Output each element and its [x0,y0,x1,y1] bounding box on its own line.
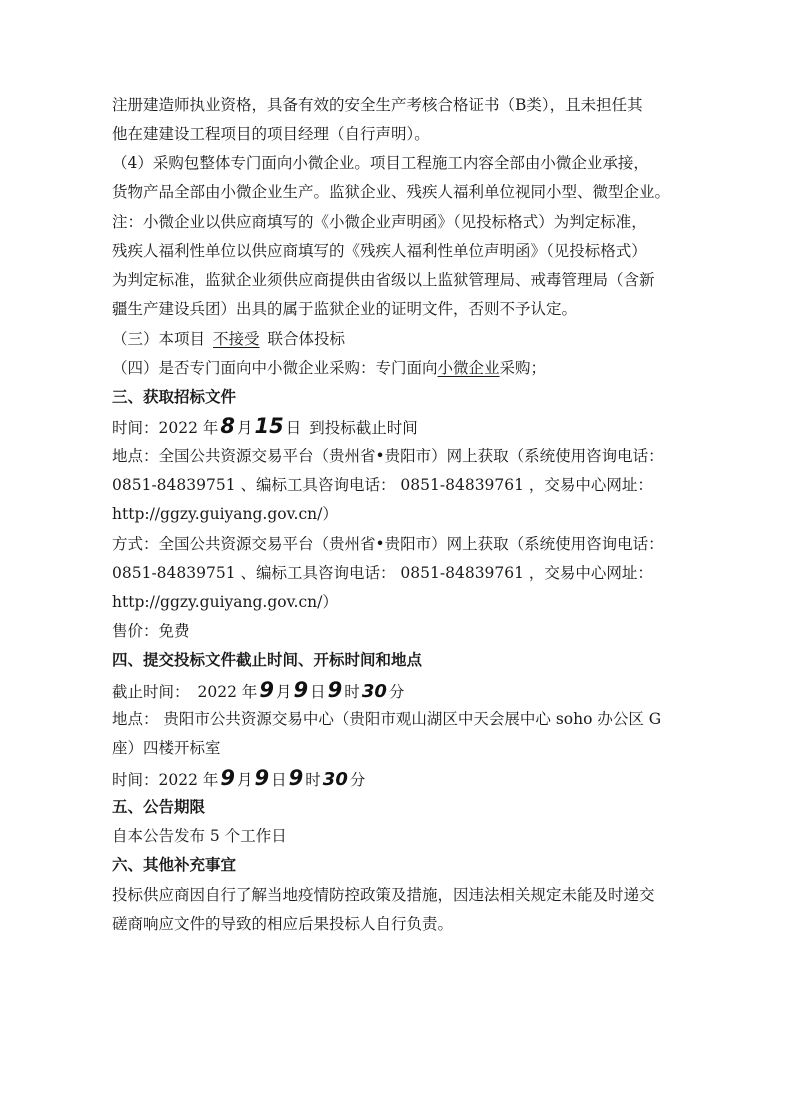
section-3-heading: 三、获取招标文件 [112,387,237,406]
day-unit: 日 [310,683,326,701]
method-line: 方式：全国公共资源交易平台（贵州省•贵阳市）网上获取（系统使用咨询电话： [112,535,664,553]
consortium-value: 不接受 [213,330,260,348]
time-suffix: 到投标截止时间 [309,419,418,437]
open-time-label: 时间：2022 年 [112,771,219,789]
time-label: 时间：2022 年 [112,419,219,437]
price-line: 售价：免费 [112,622,190,640]
venue-line: 地点： 贵阳市公共资源交易中心（贵阳市观山湖区中天会展中心 soho 办公区 G [112,710,662,728]
place-line: 地点：全国公共资源交易平台（贵州省•贵阳市）网上获取（系统使用咨询电话： [112,447,664,465]
consortium-line [112,327,692,351]
paragraph-line: 注：小微企业以供应商填写的《小微企业声明函》（见投标格式）为判定标准， [112,213,647,231]
minute-unit: 分 [388,683,405,701]
consortium-prefix: （三）本项目 [112,330,206,348]
month-unit: 月 [237,771,253,789]
hour-unit: 时 [305,771,321,789]
notice-period-text: 自本公告发布 5 个工作日 [112,827,287,845]
section-5-heading: 五、公告期限 [112,797,206,816]
paragraph-line: 货物产品全部由小微企业生产。监狱企业、残疾人福利单位视同小型、微型企业。 [112,183,671,201]
open-time-line [112,766,692,792]
sme-line [112,356,692,380]
month-unit: 月 [237,419,253,437]
paragraph-line: 疆生产建设兵团）出具的属于监狱企业的证明文件，否则不予认定。 [112,300,578,318]
section-6-heading: 六、其他补充事宜 [112,855,237,874]
deadline-year: 2022 年 [197,683,258,701]
handwritten-month: 9 [220,766,235,790]
day-unit: 日 [271,771,287,789]
handwritten-minute: 30 [322,769,348,790]
sme-value: 小微企业 [437,359,500,377]
hour-unit: 时 [344,683,360,701]
handwritten-hour: 9 [327,678,343,702]
place-contact-line: 0851-84839751 、编标工具咨询电话： 0851-84839761 ，交易中心网址： [112,476,653,494]
paragraph-line: 为判定标准，监狱企业须供应商提供由省级以上监狱管理局、戒毒管理局（含新 [112,271,655,289]
paragraph-line: 残疾人福利性单位以供应商填写的《残疾人福利性单位声明函》（见投标格式） [112,242,647,260]
handwritten-hour: 9 [288,766,304,790]
handwritten-month: 8 [220,414,235,438]
handwritten-day: 9 [254,766,270,790]
method-contact-line: 0851-84839751 、编标工具咨询电话： 0851-84839761 ，交易中心网址： [112,564,653,582]
minute-unit: 分 [349,771,366,789]
handwritten-day: 15 [254,414,284,438]
handwritten-month: 9 [259,678,275,702]
paragraph-line: （4）采购包整体专门面向小微企业。项目工程施工内容全部由小微企业承接， [112,154,649,172]
month-unit: 月 [276,683,292,701]
deadline-line [112,678,692,704]
supplement-line: 投标供应商因自行了解当地疫情防控政策及措施，因违法相关规定未能及时递交 [112,886,655,904]
paragraph-line: 注册建造师执业资格，具备有效的安全生产考核合格证书（B类），且未担任其 [112,96,643,114]
sme-suffix: 采购； [499,359,547,377]
paragraph-line: 他在建建设工程项目的项目经理（自行声明）。 [112,125,430,143]
day-unit: 日 [285,419,302,437]
place-url-line: http://ggzy.guiyang.gov.cn/） [112,505,338,523]
method-url-line: http://ggzy.guiyang.gov.cn/） [112,593,338,611]
consortium-suffix: 联合体投标 [267,330,346,348]
section-4-heading: 四、提交投标文件截止时间、开标时间和地点 [112,650,423,669]
supplement-line-2: 磋商响应文件的导致的相应后果投标人自行负责。 [112,915,454,933]
handwritten-day: 9 [293,678,309,702]
venue-line-2: 座）四楼开标室 [112,739,221,757]
deadline-label: 截止时间： [112,683,190,701]
sme-prefix: （四）是否专门面向中小微企业采购：专门面向 [112,359,438,377]
handwritten-minute: 30 [361,681,387,702]
obtain-time-line [112,414,692,440]
